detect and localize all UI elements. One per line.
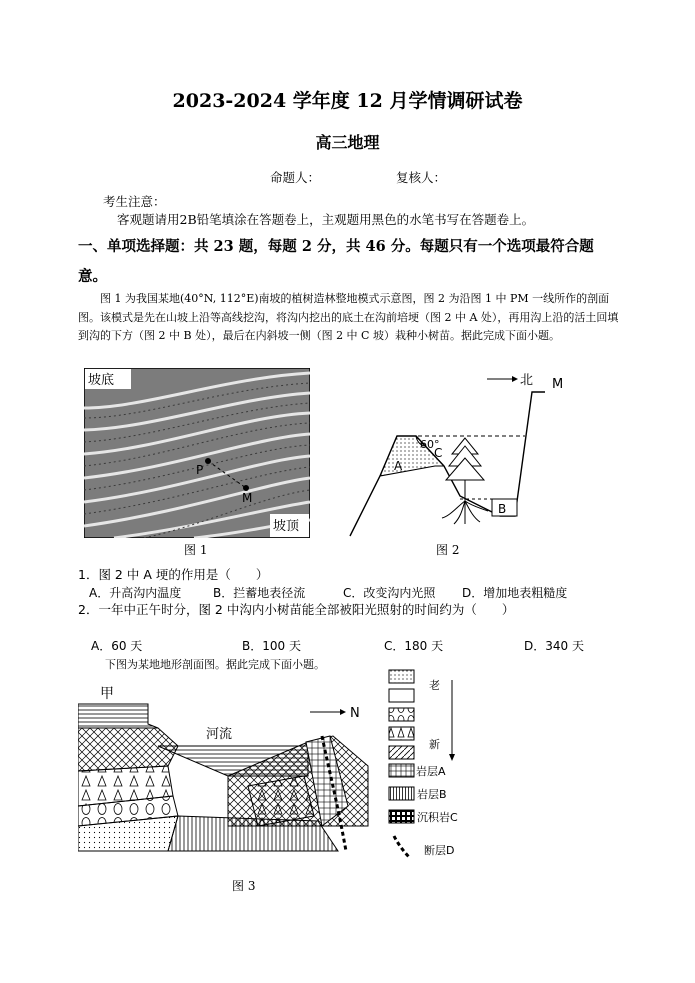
fig1-point-p: P <box>196 463 204 477</box>
question-1-stem: 1．图 2 中 A 埂的作用是（ ） <box>78 567 269 582</box>
legend-rock-b: 岩层B <box>417 788 447 801</box>
q2-option-c: C．180 天 <box>384 639 444 653</box>
subject-title: 高三地理 <box>315 133 380 152</box>
tree-icon <box>442 438 488 524</box>
passage-2: 下图为某地地形剖面图。据此完成下面小题。 <box>105 658 325 671</box>
notice-heading: 考生注意： <box>103 194 166 209</box>
q2-option-a: A．60 天 <box>91 639 143 653</box>
passage-1: 图 1 为我国某地(40°N, 112°E)南坡的植树造林整地模式示意图，图 2 为沿图 1 中 PM 一线所作的剖面图。该模式是先在山坡上沿等高线挖沟，将沟内挖出的底土在沟前培埂（图 2 中 A 处），再用沟上沿的活土回填到沟的下方（图 2 中 B 处），最后在内斜坡一侧（图 2 中 C 坡）栽种小树苗。据此完成下面小题。 <box>78 292 619 342</box>
question-2-stem: 2．一年中正午时分，图 2 中沟内小树苗能全部被阳光照射的时间约为（ ） <box>78 602 515 617</box>
q1-option-c: C．改变沟内光照 <box>343 586 436 600</box>
figure-1-caption: 图 1 <box>184 543 208 557</box>
q1-option-a: A．升高沟内温度 <box>89 586 182 600</box>
fig3-river-label: 河流 <box>206 727 233 742</box>
author-label: 命题人： <box>270 170 321 185</box>
section-heading: 一、单项选择题：共 23 题，每题 2 分，共 46 分。每题只有一个选项最符合题意。 <box>78 238 594 285</box>
fig2-angle-label: 60° <box>420 438 440 451</box>
legend-old-label: 老 <box>429 679 440 692</box>
q2-option-d: D．340 天 <box>524 639 584 653</box>
fig3-jia-label: 甲 <box>100 686 114 702</box>
reviewer-label: 复核人： <box>396 170 447 185</box>
legend-fault-d: 断层D <box>424 844 455 857</box>
figure-3-caption: 图 3 <box>232 879 256 893</box>
figure-3-cross-section <box>78 676 378 856</box>
q1-option-b: B．拦蓄地表径流 <box>213 586 306 600</box>
legend-rock-a: 岩层A <box>416 765 446 778</box>
fig1-point-m: M <box>242 491 253 505</box>
legend-sed-c: 沉积岩C <box>417 811 458 824</box>
fig2-north-label: 北 <box>520 373 534 388</box>
figure-1-terrace-photo <box>84 368 310 538</box>
figure-3-legend <box>386 666 506 866</box>
figure-2-caption: 图 2 <box>436 543 460 557</box>
fig3-north-label: N <box>350 706 360 721</box>
exam-title: 2023-2024 学年度 12 月学情调研试卷 <box>172 90 523 112</box>
fig2-c-label: C <box>434 446 443 460</box>
fig2-m-label: M <box>552 377 564 392</box>
q2-option-b: B．100 天 <box>242 639 301 653</box>
fig2-a-label: A <box>394 459 403 473</box>
notice-text: 客观题请用2B铅笔填涂在答题卷上，主观题用黑色的水笔书写在答题卷上。 <box>117 212 535 227</box>
q1-option-d: D．增加地表粗糙度 <box>462 586 568 600</box>
legend-new-label: 新 <box>429 738 440 751</box>
fig1-label-slope-bottom: 坡底 <box>88 373 115 388</box>
fig1-label-slope-top: 坡顶 <box>273 519 300 534</box>
figure-2-profile <box>340 366 580 541</box>
fig2-b-label: B <box>498 502 507 516</box>
